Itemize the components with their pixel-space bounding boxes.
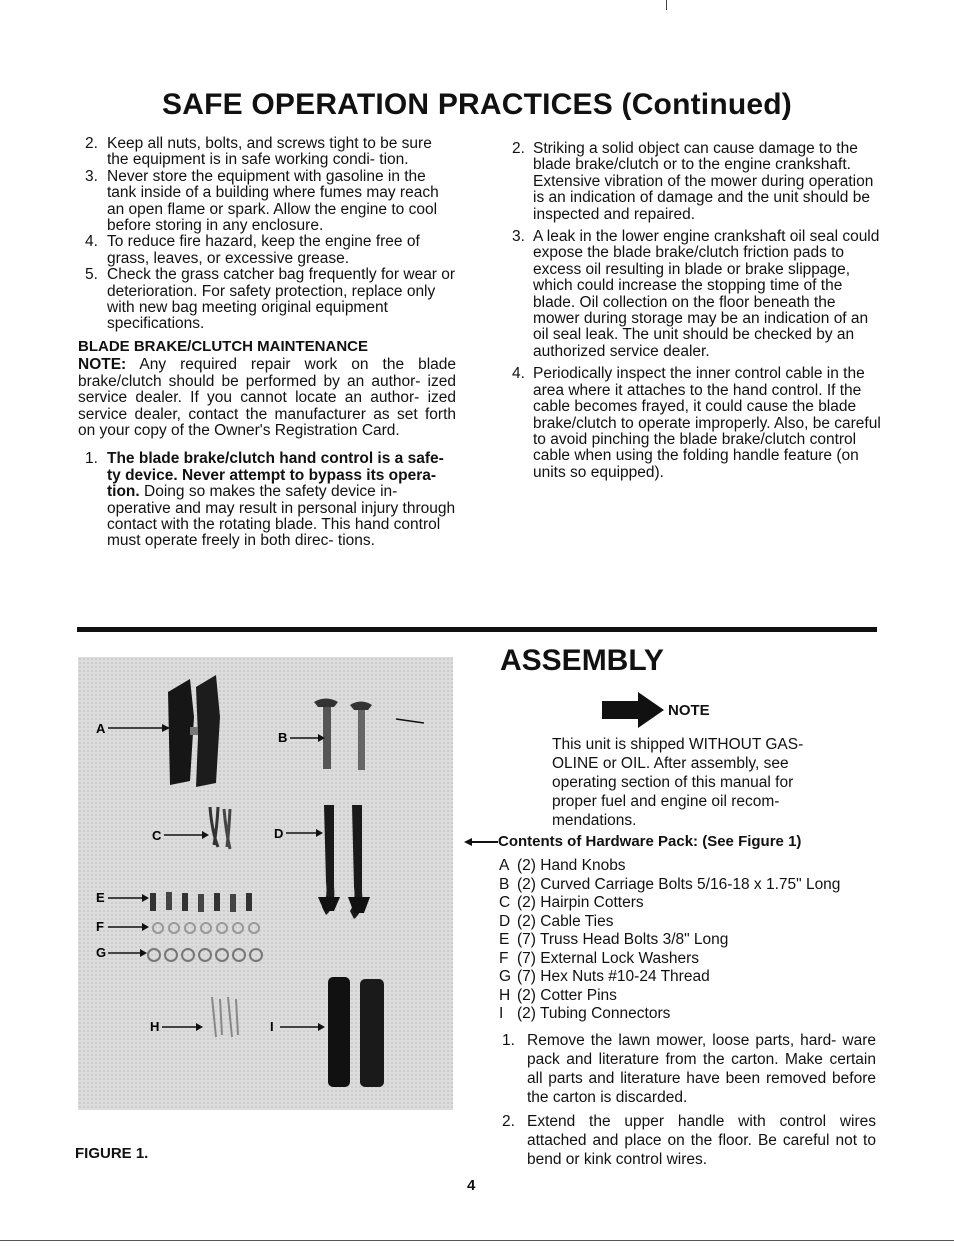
label-e: E xyxy=(96,890,105,905)
note-body: This unit is shipped WITHOUT GAS- OLINE or OIL. After assembly, see operating section of this manual for proper fuel and engine oil recom- mendations. xyxy=(552,736,804,829)
list-item: 3. Never store the equipment with gasoline in the tank inside of a building where fumes may reach an open flame or spark. Allow the engine to cool before storing in any enclosure. xyxy=(85,167,439,235)
page-title: SAFE OPERATION PRACTICES (Continued) xyxy=(162,88,792,121)
bottom-divider xyxy=(0,1240,954,1241)
label-i: I xyxy=(270,1019,274,1034)
note-paragraph xyxy=(78,357,456,439)
section-heading: BLADE BRAKE/CLUTCH MAINTENANCE xyxy=(78,337,368,355)
list-item: 2. Keep all nuts, bolts, and screws tight to be sure the equipment is in safe working condi- tion. xyxy=(85,135,432,169)
warning-text: The blade brake/clutch hand control is a safe- ty device. Never attempt to bypass its opera- tion. xyxy=(107,450,444,501)
list-item: 4. To reduce fire hazard, keep the engine free of grass, leaves, or excessive grease. xyxy=(85,233,420,267)
list-item: 5. Check the grass catcher bag frequently for wear or deterioration. For safety protection, replace only with new bag meeting original equipment specifications. xyxy=(85,266,456,333)
list-item-text: Remove the lawn mower, loose parts, hard- ware pack and literature from the carton. Make certain all parts and literature have been removed before the carton is discarded. xyxy=(527,1032,876,1106)
list-item-text: Never store the equipment with gasoline in the tank inside of a building where fumes may reach an open flame or spark. Allow the engine to cool before storing in any enclosure. xyxy=(107,167,439,235)
label-c: C xyxy=(152,828,162,843)
list-item: 1. Remove the lawn mower, loose parts, hard- ware pack and literature from the carton. Make certain all parts and literature have been removed before the carton is discarded. xyxy=(502,1032,876,1106)
page-number: 4 xyxy=(467,1177,476,1194)
list-item: B (2) Curved Carriage Bolts 5/16-18 x 1.75" Long xyxy=(499,875,841,893)
note-label: NOTE xyxy=(668,701,710,719)
note-callout xyxy=(600,691,710,729)
list-item: 2. Extend the upper handle with control wires attached and place on the floor. Be careful not to bend or kink control wires. xyxy=(502,1113,876,1168)
list-item: G (7) Hex Nuts #10-24 Thread xyxy=(499,968,710,985)
list-item: H (2) Cotter Pins xyxy=(499,986,617,1004)
list-item: F (7) External Lock Washers xyxy=(499,949,700,967)
arrow-right-icon xyxy=(600,691,666,729)
label-f: F xyxy=(96,919,104,934)
list-item: E (7) Truss Head Bolts 3/8" Long xyxy=(499,931,729,948)
list-item: 3. A leak in the lower engine crankshaft oil seal could expose the blade brake/clutch friction pads to excess oil resulting in blade or brake slippage, which could increase the stopping time of the blade. Oil collection on the floor beneath the mower during storage may be an indication of an oil seal leak. The unit should be checked by an authorized service dealer. xyxy=(512,228,880,360)
list-item: 2. Striking a solid object can cause damage to the blade brake/clutch or to the engine crankshaft. Extensive vibration of the mower during operation is an indication of damage and the unit should be inspected and repaired. xyxy=(512,140,874,223)
safety-list-right xyxy=(508,141,882,481)
list-item-text: To reduce fire hazard, keep the engine free of grass, leaves, or excessive grease. xyxy=(107,233,420,267)
label-a: A xyxy=(96,721,106,736)
hardware-figure xyxy=(78,657,453,1110)
scan-mark xyxy=(666,0,667,10)
section-divider xyxy=(77,627,877,632)
list-item-text: Keep all nuts, bolts, and screws tight to be sure the equipment is in safe working condi- tion. xyxy=(107,135,432,169)
label-h: H xyxy=(150,1019,160,1034)
figure-caption: FIGURE 1. xyxy=(75,1145,149,1162)
hardware-photo xyxy=(78,657,453,1110)
arrow-left-icon xyxy=(464,837,498,847)
note-text: Any required repair work on the blade brake/clutch should be performed by an author- ized service dealer. If you cannot locate an author- ized service dealer, contact the manufacturer as set forth on your copy of the Owner's Registration Card. xyxy=(78,356,456,439)
left-column xyxy=(78,136,456,550)
list-item-text: Doing so makes the safety device in- operative and may result in personal injury through contact with the rotating blade. This hand control must operate freely in both direc- tions. xyxy=(107,483,456,550)
list-item: D (2) Cable Ties xyxy=(499,912,614,930)
label-g: G xyxy=(96,945,107,960)
assembly-title: ASSEMBLY xyxy=(500,644,664,677)
right-column xyxy=(508,141,882,487)
list-item: 1. The blade brake/clutch hand control is a safe- ty device. Never attempt to bypass its opera- tion. Doing so makes the safety device in- operative and may result in personal injury through contact with the rotating blade. This hand control must operate freely in both direc- tions. xyxy=(85,450,456,550)
list-item-text: A leak in the lower engine crankshaft oil seal could expose the blade brake/clutch friction pads to excess oil resulting in blade or brake slippage, which could increase the stopping time of the blade. Oil collection on the floor beneath the mower during storage may be an indication of an oil seal leak. The unit should be checked by an authorized service dealer. xyxy=(533,228,880,360)
safety-list-left xyxy=(78,136,456,333)
list-item: I (2) Tubing Connectors xyxy=(499,1005,671,1022)
maintenance-list xyxy=(78,451,456,549)
assembly-steps xyxy=(502,1031,876,1174)
hardware-list xyxy=(499,857,840,1024)
label-b: B xyxy=(278,730,288,745)
list-item: A (2) Hand Knobs xyxy=(499,857,626,874)
label-d: D xyxy=(274,826,284,841)
contents-heading-text: Contents of Hardware Pack: (See Figure 1) xyxy=(498,833,802,850)
list-item-text: Striking a solid object can cause damage to the blade brake/clutch or to the engine crankshaft. Extensive vibration of the mower during operation is an indication of damage and the unit should be inspected and repaired. xyxy=(533,140,874,223)
list-item-text: Check the grass catcher bag frequently for wear or deterioration. For safety protection, replace only with new bag meeting original equipment specifications. xyxy=(107,266,456,333)
contents-heading xyxy=(464,833,801,850)
list-item-text: Extend the upper handle with control wires attached and place on the floor. Be careful not to bend or kink control wires. xyxy=(527,1113,876,1168)
list-item-text: Periodically inspect the inner control cable in the area where it attaches to the hand control. If the cable becomes frayed, it could cause the blade brake/clutch to operate improperly. Also, be careful to avoid pinching the blade brake/clutch control cable when using the folding handle feature (on units so equipped). xyxy=(533,365,881,481)
note-label: NOTE: xyxy=(78,356,127,374)
list-item: C (2) Hairpin Cotters xyxy=(499,894,644,911)
list-item: 4. Periodically inspect the inner control cable in the area where it attaches to the hand control. If the cable becomes frayed, it could cause the blade brake/clutch to operate improperly. Also, be careful to avoid pinching the blade brake/clutch control cable when using the folding handle feature (on units so equipped). xyxy=(512,365,881,481)
